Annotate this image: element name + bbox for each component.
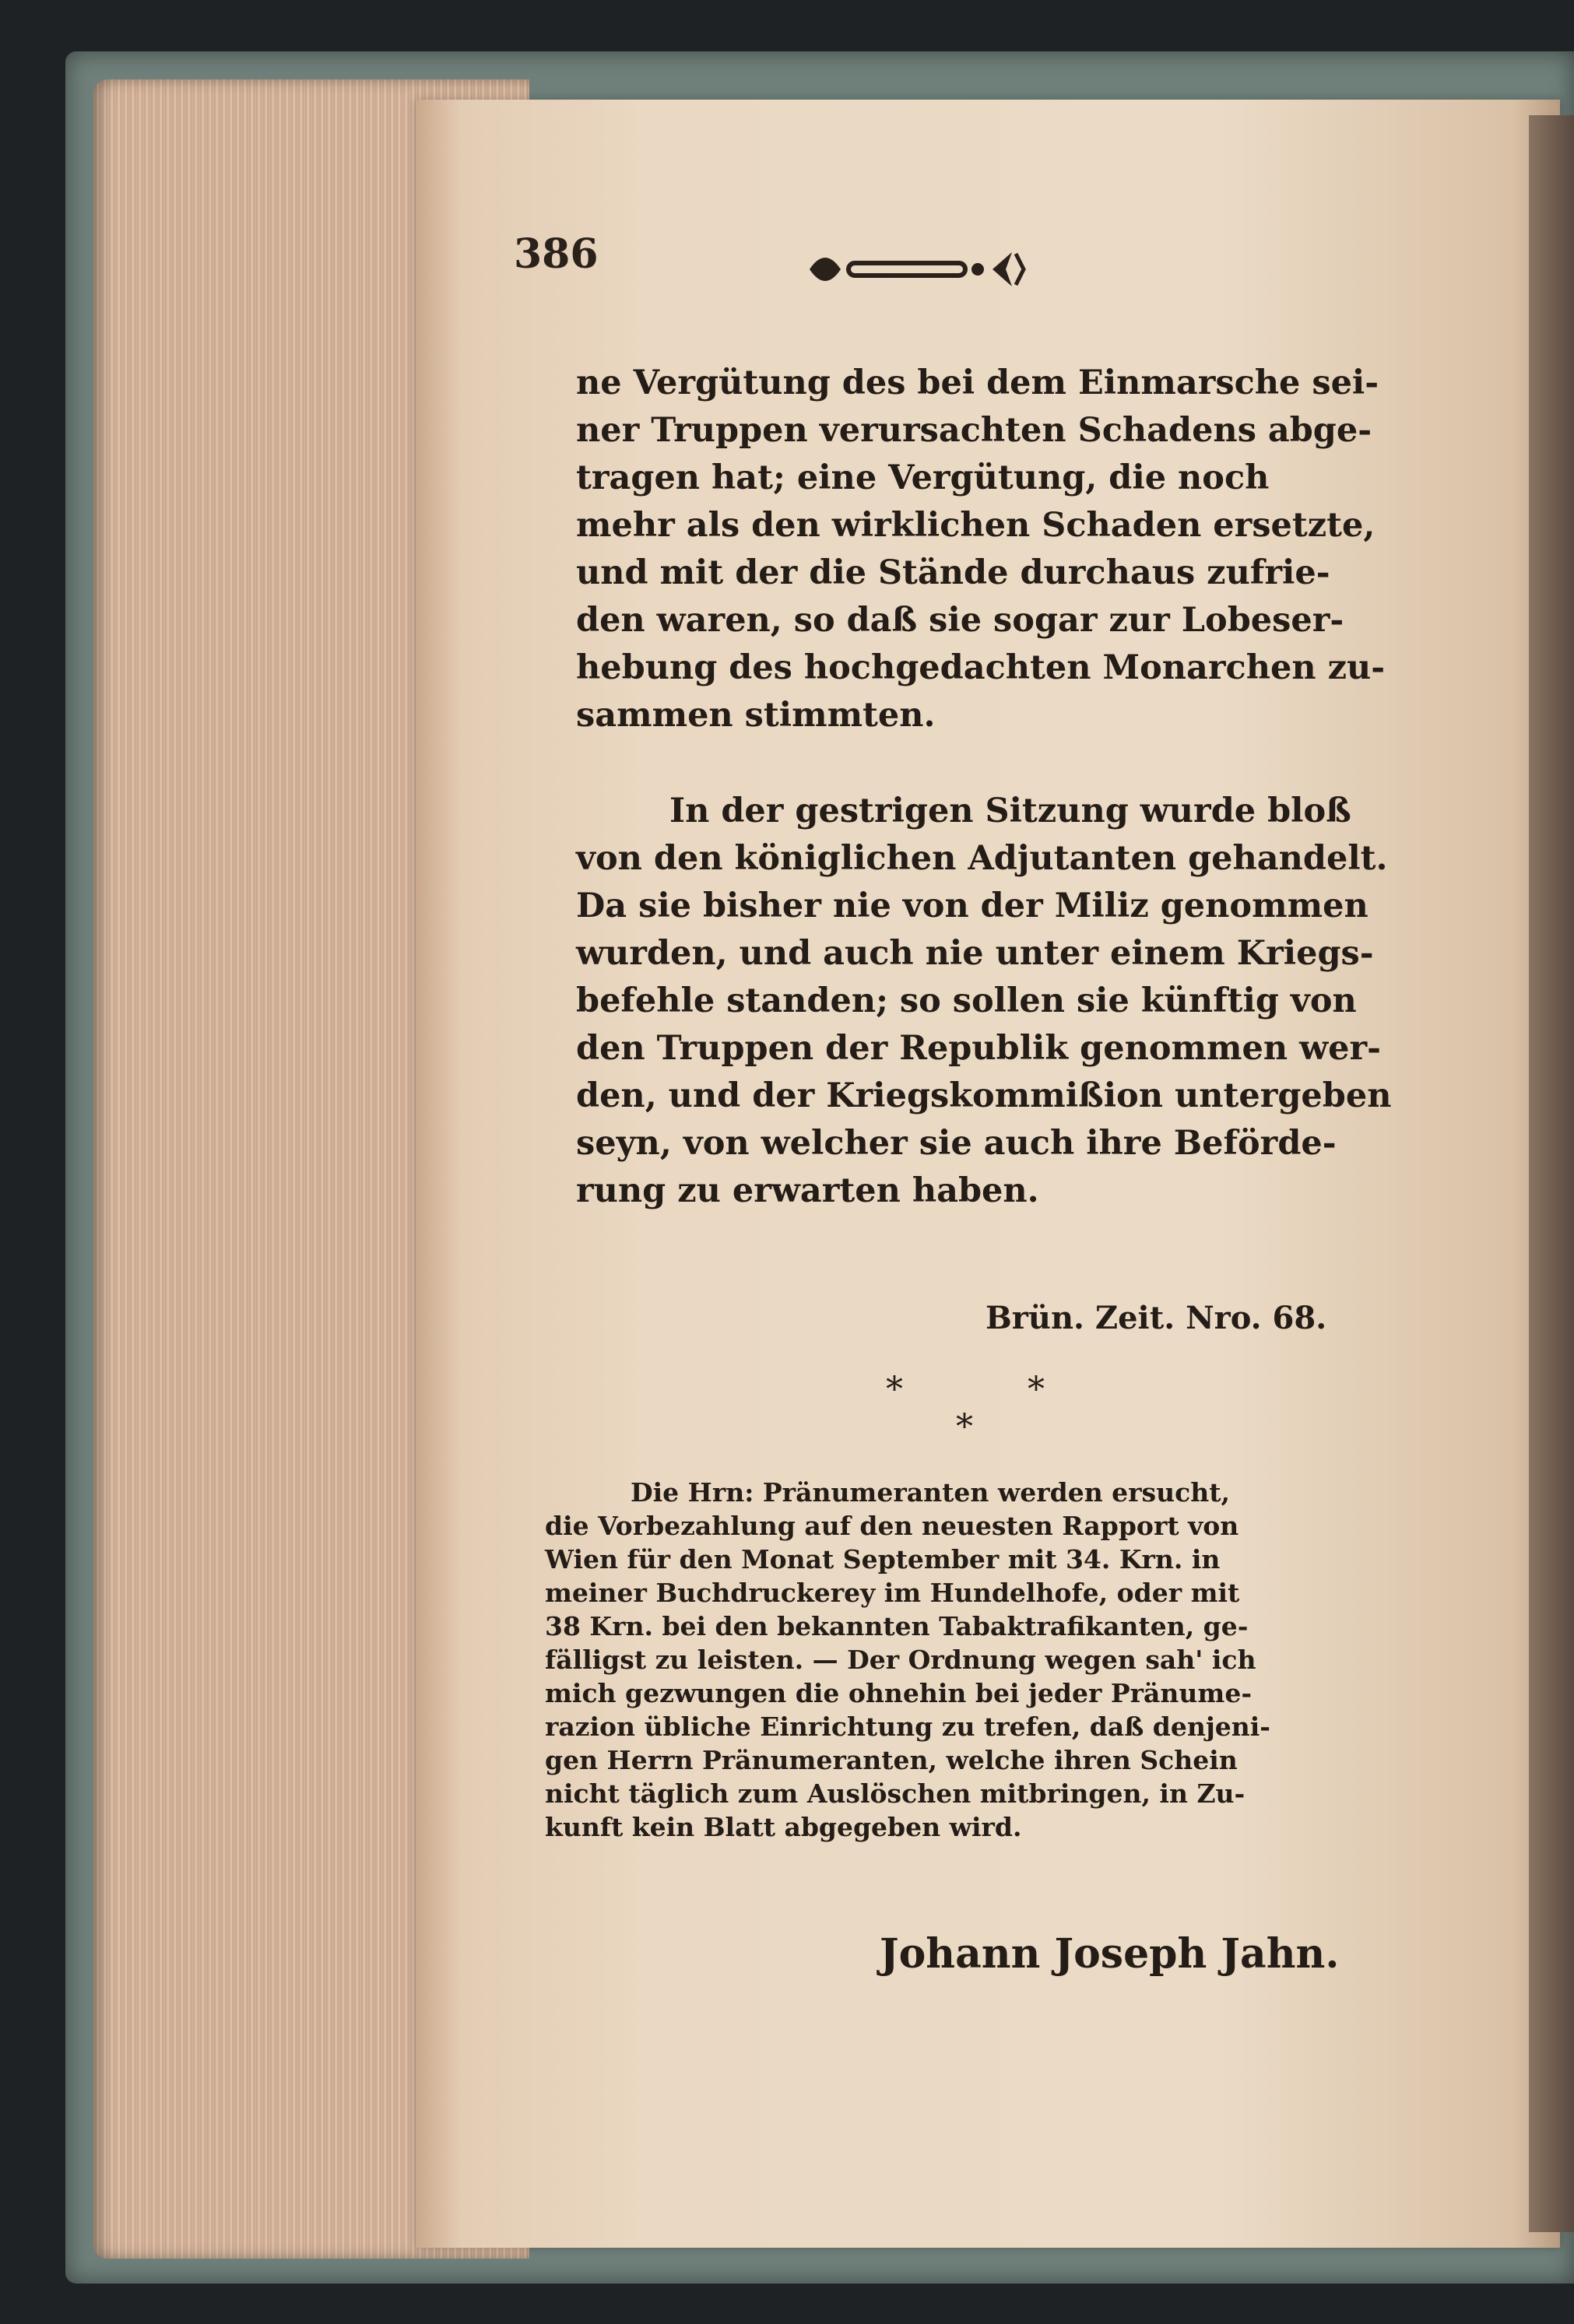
star-icon: * (886, 1370, 903, 1409)
text-line: von den königlichen Adjutanten gehandelt. (576, 839, 1388, 878)
text-line: gen Herrn Pränumeranten, welche ihren Schein (545, 1745, 1238, 1775)
second-paragraph (576, 788, 1428, 1215)
text-line: den, und der Kriegskommißion untergeben (576, 1076, 1392, 1115)
text-line: mich gezwungen die ohnehin bei jeder Pränume- (545, 1678, 1253, 1708)
text-line: wurden, und auch nie unter einem Kriegs- (576, 934, 1374, 973)
star-icon: * (1028, 1370, 1045, 1409)
text-line: den waren, so daß sie sogar zur Lobeser- (576, 601, 1344, 640)
text-line: meiner Buchdruckerey im Hundelhofe, oder mit (545, 1578, 1240, 1608)
text-line: Die Hrn: Pränumeranten werden ersucht, (631, 1477, 1230, 1508)
text-line: ne Vergütung des bei dem Einmarsche sei- (576, 363, 1379, 402)
text-line: 38 Krn. bei den bekannten Tabaktrafikanten, ge- (545, 1611, 1249, 1641)
text-line: hebung des hochgedachten Monarchen zu- (576, 648, 1386, 687)
text-line: seyn, von welcher sie auch ihre Beförde- (576, 1124, 1337, 1163)
text-line: rung zu erwarten haben. (576, 1171, 1039, 1210)
text-line: und mit der die Stände durchaus zufrie- (576, 553, 1330, 592)
text-line: befehle standen; so sollen sie künftig von (576, 981, 1357, 1020)
text-line: sammen stimmten. (576, 696, 936, 735)
text-line: kunft kein Blatt abgegeben wird. (545, 1812, 1022, 1842)
text-line: ner Truppen verursachten Schadens abge- (576, 411, 1372, 450)
star-icon: * (956, 1407, 973, 1447)
ornament-icon (794, 230, 1043, 308)
text-line: den Truppen der Republik genommen wer- (576, 1029, 1381, 1068)
text-line: tragen hat; eine Vergütung, die noch (576, 458, 1270, 497)
main-paragraph (576, 360, 1428, 739)
page-number: 386 (514, 230, 599, 278)
text-line: die Vorbezahlung auf den neuesten Rapport von (545, 1511, 1239, 1541)
page-header (514, 230, 1386, 324)
text-line: razion übliche Einrichtung zu trefen, daß denjeni- (545, 1711, 1270, 1742)
text-line: mehr als den wirklichen Schaden ersetzte, (576, 506, 1375, 545)
text-line: Da sie bisher nie von der Miliz genommen (576, 886, 1368, 925)
spine-shadow (1529, 115, 1574, 2232)
notice-paragraph (545, 1476, 1386, 1844)
source-citation: Brün. Zeit. Nro. 68. (986, 1300, 1327, 1336)
text-line: In der gestrigen Sitzung wurde bloß (669, 792, 1351, 830)
separator (864, 1370, 1066, 1455)
text-line: Wien für den Monat September mit 34. Krn. in (545, 1544, 1221, 1574)
signature: Johann Joseph Jahn. (880, 1930, 1340, 1978)
text-line: fälligst zu leisten. — Der Ordnung wegen sah' ich (545, 1645, 1256, 1675)
text-line: nicht täglich zum Auslöschen mitbringen, in Zu- (545, 1778, 1245, 1809)
